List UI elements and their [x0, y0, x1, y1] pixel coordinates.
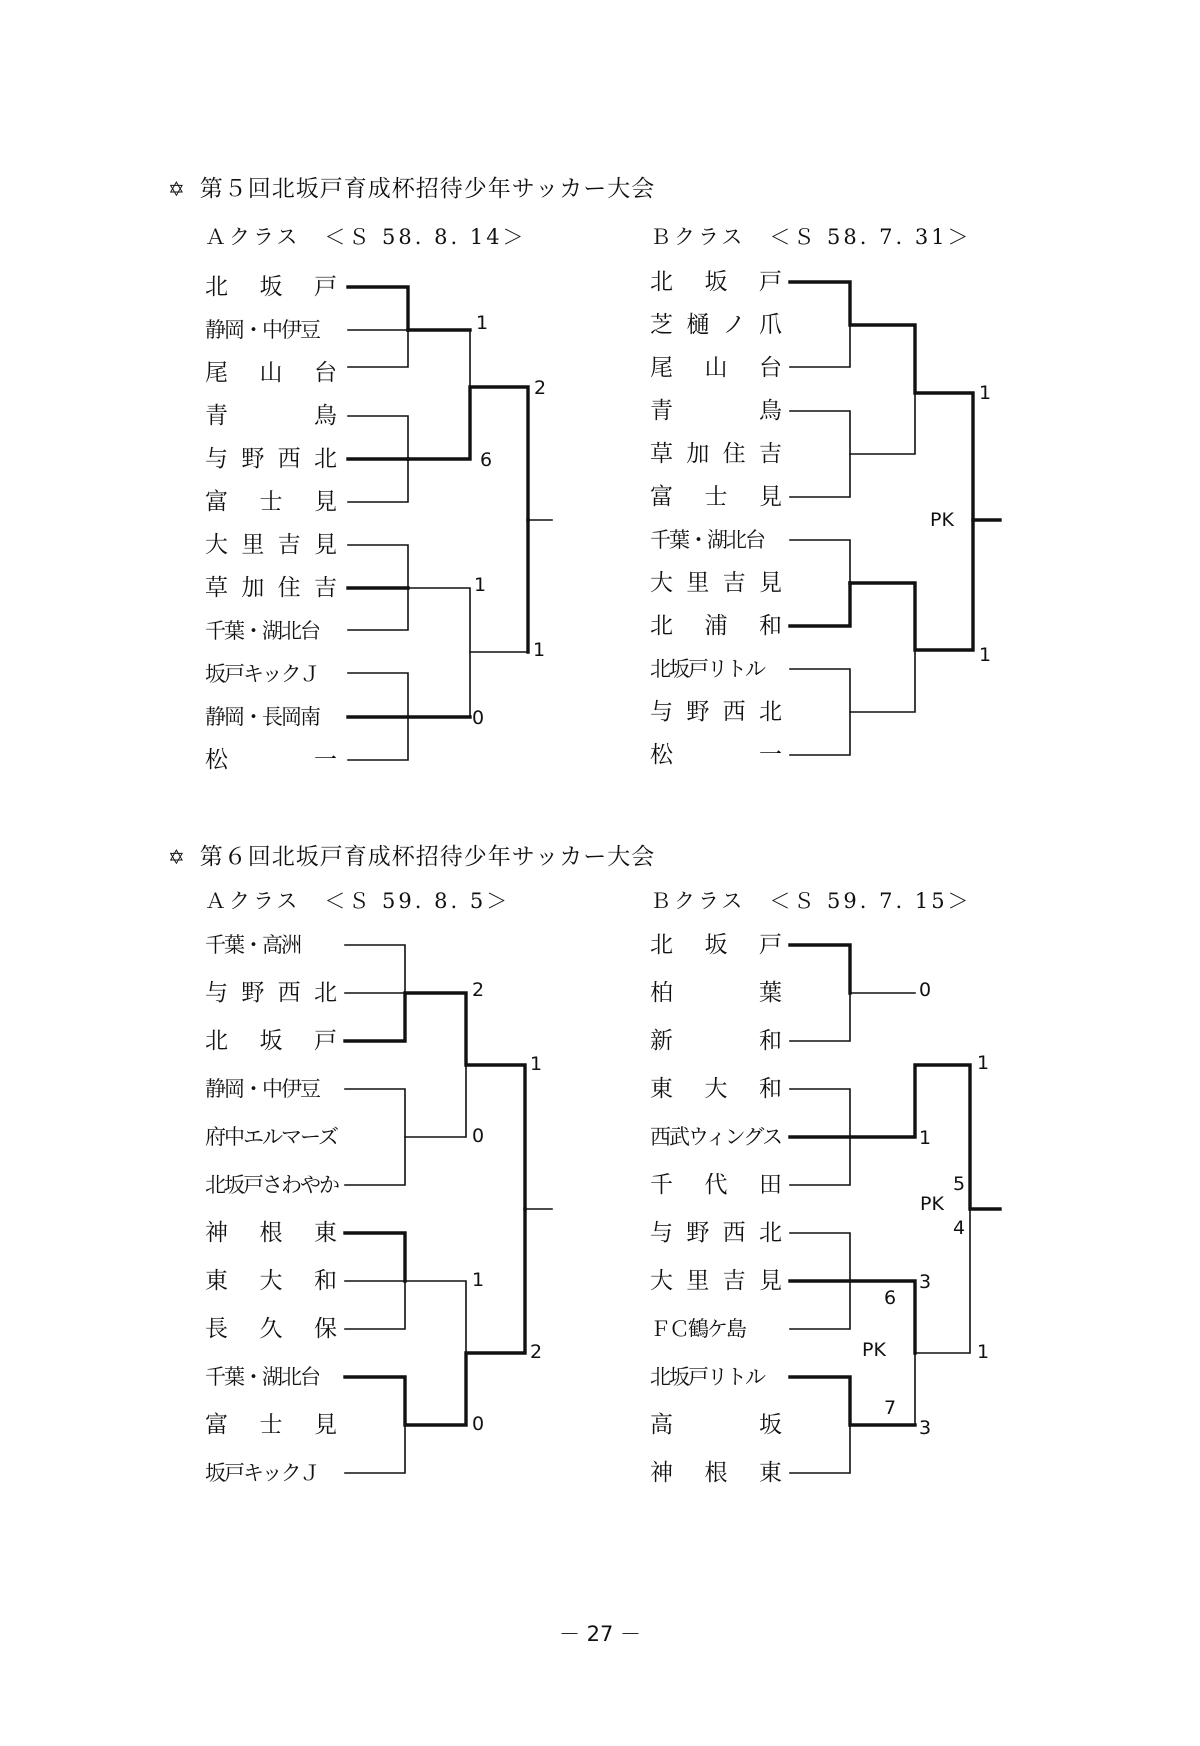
- t5a-team-10: 坂戸キックＪ: [205, 662, 319, 686]
- t6-classB-label: Ｂクラス ＜Ｓ 59. 7. 15＞: [650, 889, 972, 913]
- star-of-david-icon: ✡: [168, 177, 186, 201]
- t5b-team-11: 与 野 西 北: [650, 699, 782, 725]
- t6a-team-6: 北坂戸さわやか: [205, 1173, 338, 1197]
- t5b-score-1: 1: [979, 382, 992, 404]
- t6a-team-7: 神 根 東: [205, 1220, 337, 1246]
- t5b-team-6: 富 士 見: [650, 484, 782, 510]
- t5a-team-2: 静岡・中伊豆: [205, 318, 319, 342]
- t5b-team-3: 尾 山 台: [650, 355, 782, 381]
- t5b-team-5: 草 加 住 吉: [650, 441, 782, 467]
- t5b-score-2: 1: [979, 644, 992, 666]
- t6-classA-label: Ａクラス ＜Ｓ 59. 8. 5＞: [205, 889, 511, 913]
- t5a-team-12: 松 一: [205, 747, 337, 773]
- tournament6-title-text: 第６回北坂戸育成杯招待少年サッカー大会: [199, 844, 656, 870]
- t5a-bracket: [348, 287, 552, 760]
- t5a-score-4: 1: [474, 574, 487, 596]
- t5a-score-5: 0: [472, 707, 485, 729]
- t5b-bracket-winner: [790, 282, 1000, 650]
- t6b-team-2: 柏 葉: [650, 980, 782, 1006]
- page-number: － 27 －: [558, 1622, 642, 1646]
- t6b-team-8: 大 里 吉 見: [650, 1268, 782, 1294]
- tournament5-title-text: 第５回北坂戸育成杯招待少年サッカー大会: [199, 176, 656, 202]
- t6a-team-11: 富 士 見: [205, 1412, 337, 1438]
- t5a-team-3: 尾 山 台: [205, 360, 337, 386]
- tournament6-title: [168, 838, 655, 871]
- t6b-score-5: 4: [953, 1217, 966, 1239]
- t6b-team-5: 西武ウィングス: [650, 1125, 782, 1149]
- t6a-team-9: 長 久 保: [205, 1316, 337, 1342]
- t6b-score-2: 1: [919, 1127, 932, 1149]
- t5a-team-4: 青 鳥: [205, 403, 337, 429]
- t5a-team-8: 草 加 住 吉: [205, 575, 337, 601]
- t6a-score-5: 0: [472, 1413, 485, 1435]
- t6b-score-1: 0: [919, 979, 932, 1001]
- t6b-team-3: 新 和: [650, 1028, 782, 1054]
- t6b-team-9: ＦＣ鶴ケ島: [650, 1317, 745, 1341]
- t5a-score-2: 6: [480, 449, 493, 471]
- t5a-team-5: 与 野 西 北: [205, 446, 337, 472]
- t5b-team-7: 千葉・湖北台: [650, 528, 764, 552]
- star-of-david-icon: ✡: [168, 845, 186, 869]
- t5b-team-8: 大 里 吉 見: [650, 570, 782, 596]
- t5b-team-9: 北 浦 和: [650, 613, 782, 639]
- t5a-score-1: 1: [476, 312, 489, 334]
- t6b-team-4: 東 大 和: [650, 1076, 782, 1102]
- t6a-team-8: 東 大 和: [205, 1268, 337, 1294]
- t6b-team-11: 高 坂: [650, 1412, 782, 1438]
- t6a-score-2: 0: [472, 1125, 485, 1147]
- t5a-team-9: 千葉・湖北台: [205, 619, 319, 643]
- t6a-team-3: 北 坂 戸: [205, 1028, 337, 1054]
- t5a-team-1: 北 坂 戸: [205, 274, 337, 300]
- t6a-score-3: 1: [530, 1053, 543, 1075]
- t5a-score-3: 2: [534, 377, 547, 399]
- t6b-team-12: 神 根 東: [650, 1460, 782, 1486]
- t6b-team-10: 北坂戸リトル: [650, 1365, 764, 1389]
- t5b-team-10: 北坂戸リトル: [650, 657, 764, 681]
- t5b-team-4: 青 鳥: [650, 398, 782, 424]
- t6b-score-3: 1: [977, 1052, 990, 1074]
- t6a-score-4: 1: [472, 1269, 485, 1291]
- t6b-score-8: 1: [977, 1341, 990, 1363]
- t5a-score-6: 1: [533, 639, 546, 661]
- t6b-score-10: 3: [919, 1417, 932, 1439]
- t5b-bracket: [790, 282, 1000, 755]
- t5b-team-12: 松 一: [650, 742, 782, 768]
- t5a-team-6: 富 士 見: [205, 489, 337, 515]
- t6b-team-7: 与 野 西 北: [650, 1220, 782, 1246]
- t5-classA-label: Ａクラス ＜Ｓ 58. 8. 14＞: [205, 225, 527, 249]
- t6a-team-5: 府中エルマーズ: [205, 1125, 337, 1149]
- t6a-team-2: 与 野 西 北: [205, 980, 337, 1006]
- t6b-bracket: [790, 945, 1000, 1473]
- t5b-team-2: 芝 樋 ノ 爪: [650, 312, 782, 338]
- t6a-bracket: [345, 945, 552, 1473]
- t6b-score-pk-final: PK: [920, 1193, 944, 1215]
- t6b-team-6: 千 代 田: [650, 1172, 782, 1198]
- tournament5-title: [168, 170, 655, 203]
- t5a-team-7: 大 里 吉 見: [205, 532, 337, 558]
- t6a-team-12: 坂戸キックＪ: [205, 1461, 319, 1485]
- t6b-score-9: 7: [884, 1397, 897, 1419]
- t5b-score-pk: PK: [930, 509, 954, 531]
- t6b-team-1: 北 坂 戸: [650, 932, 782, 958]
- t6a-team-4: 静岡・中伊豆: [205, 1077, 319, 1101]
- t6b-score-pk-semi: PK: [862, 1339, 886, 1361]
- t6a-score-1: 2: [472, 979, 485, 1001]
- t6a-team-1: 千葉・高洲: [205, 933, 300, 957]
- t5-classB-label: Ｂクラス ＜Ｓ 58. 7. 31＞: [650, 225, 972, 249]
- t5a-team-11: 静岡・長岡南: [205, 705, 319, 729]
- t5a-bracket-winner: [348, 287, 528, 717]
- t6b-score-4: 5: [953, 1173, 966, 1195]
- t6b-score-6: 3: [919, 1271, 932, 1293]
- t6a-team-10: 千葉・湖北台: [205, 1365, 319, 1389]
- t5b-team-1: 北 坂 戸: [650, 269, 782, 295]
- t6a-bracket-winner: [345, 993, 525, 1425]
- t6a-score-6: 2: [530, 1341, 543, 1363]
- t6b-score-7: 6: [884, 1287, 897, 1309]
- t6b-bracket-winner: [790, 945, 1000, 1425]
